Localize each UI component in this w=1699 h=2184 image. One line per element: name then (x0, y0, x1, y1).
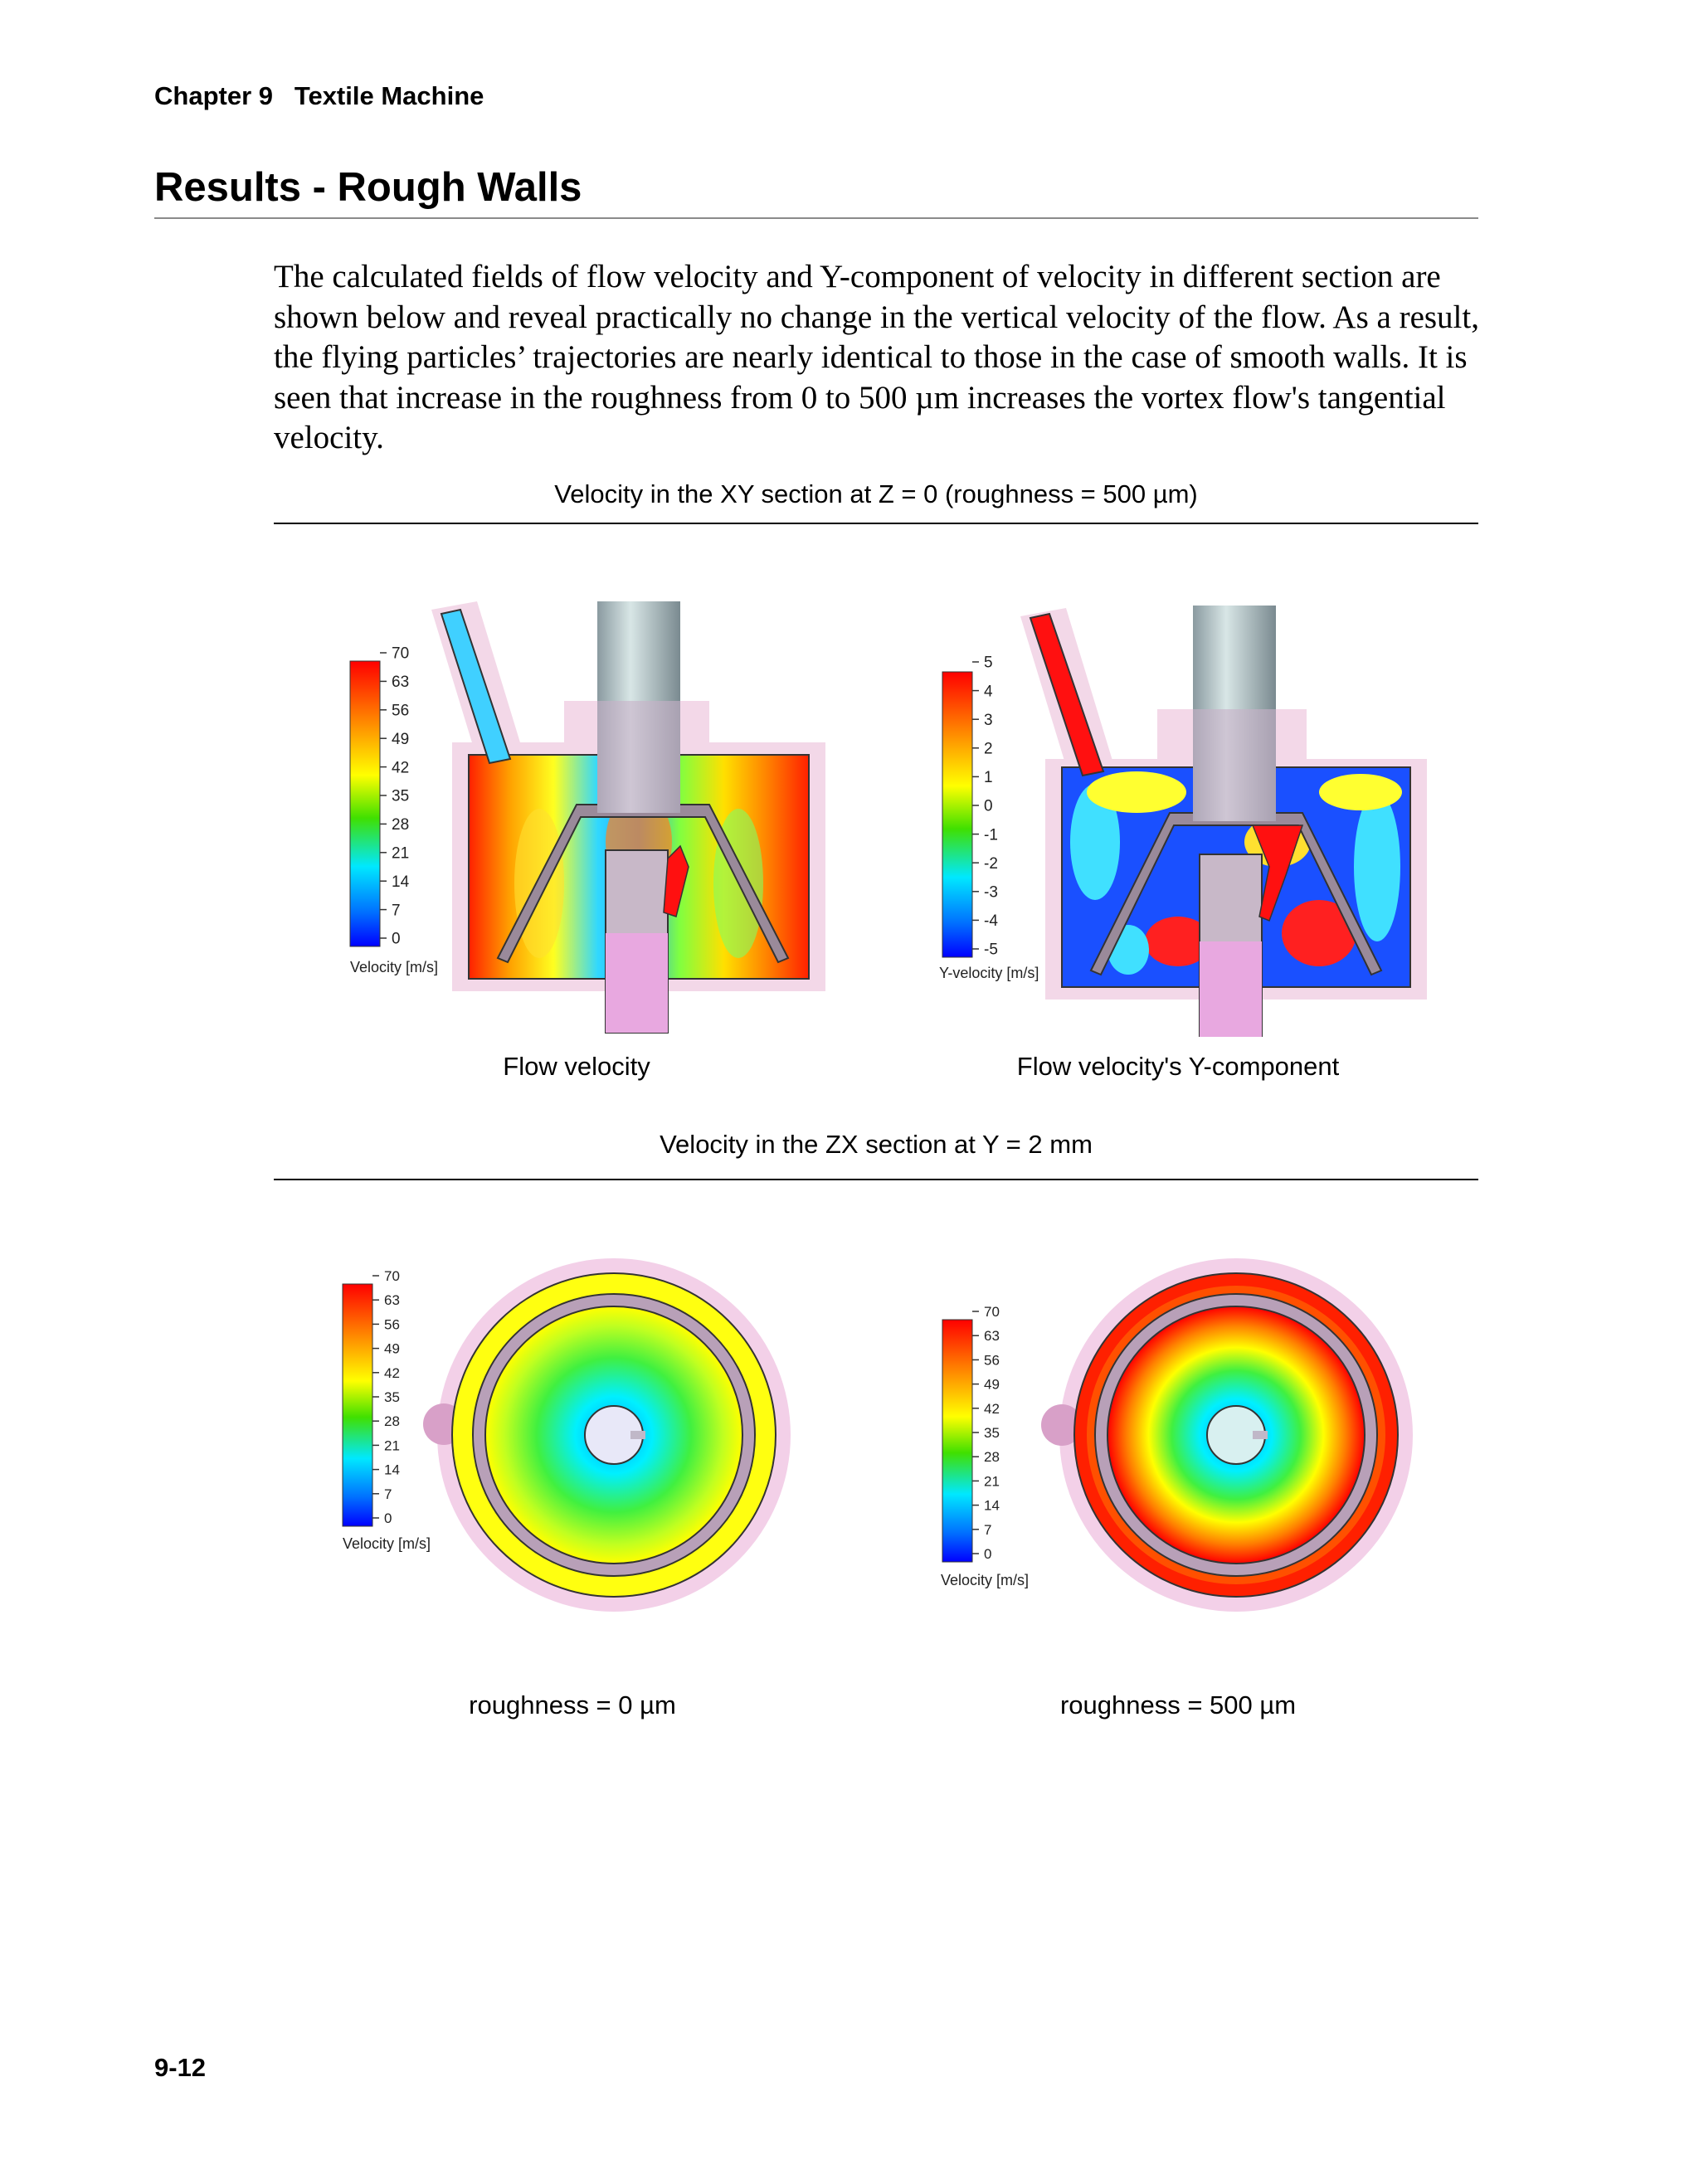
legend-tick-label: 4 (984, 683, 993, 701)
roughness-0-figure (336, 1244, 801, 1626)
flow-velocity-figure (340, 585, 838, 1037)
roughness-500-subcaption: roughness = 500 µm (1059, 1690, 1297, 1719)
chapter-header: Chapter 9 Textile Machine (154, 81, 484, 110)
roughness-0-subcaption: roughness = 0 µm (469, 1690, 676, 1719)
legend-tick-label: 21 (392, 844, 410, 863)
xy-caption-rule (274, 523, 1478, 524)
title-divider (154, 217, 1478, 219)
legend-tick-label: 14 (384, 1462, 400, 1478)
legend-tick-label: 3 (984, 711, 993, 729)
y-component-legend-ticks (972, 654, 998, 959)
legend-tick-label: 28 (384, 1413, 400, 1430)
legend-tick-label: 1 (984, 769, 993, 787)
legend-tick-label: 7 (392, 902, 401, 920)
legend-tick-label: 70 (984, 1303, 1000, 1320)
legend-tick-label: -1 (984, 826, 998, 844)
zx-section-caption: Velocity in the ZX section at Y = 2 mm (660, 1130, 1093, 1159)
xy-section-caption: Velocity in the XY section at Z = 0 (roughness = 500 µm) (554, 479, 1198, 508)
legend-tick-label: 14 (392, 873, 410, 891)
legend-tick-label: 56 (392, 702, 410, 720)
legend-tick-label: 7 (984, 1521, 992, 1538)
flow-velocity-legend-title: Velocity [m/s] (350, 959, 439, 975)
legend-tick-label: 14 (984, 1497, 1000, 1514)
section-title: Results - Rough Walls (154, 165, 582, 210)
flow-velocity-subcaption: Flow velocity (503, 1052, 650, 1081)
zx-caption-rule (274, 1179, 1478, 1180)
legend-tick-label: 0 (984, 797, 993, 815)
legend-tick-label: -3 (984, 883, 998, 902)
legend-tick-label: -2 (984, 854, 998, 873)
legend-tick-label: 28 (392, 816, 410, 834)
legend-tick-label: 56 (984, 1352, 1000, 1369)
legend-tick-label: 5 (984, 654, 993, 672)
y-component-figure (929, 593, 1443, 1037)
legend-tick-label: 21 (384, 1437, 400, 1454)
legend-tick-label: 21 (984, 1473, 1000, 1490)
roughness-0-legend-ticks (372, 1268, 400, 1526)
legend-tick-label: 42 (984, 1400, 1000, 1417)
legend-tick-label: 28 (984, 1449, 1000, 1466)
legend-tick-label: 35 (392, 787, 410, 805)
legend-tick-label: -4 (984, 912, 998, 931)
legend-tick-label: 49 (384, 1340, 400, 1357)
roughness-500-legend-ticks (972, 1304, 1000, 1562)
legend-tick-label: 63 (392, 674, 410, 692)
legend-tick-label: 35 (384, 1389, 400, 1405)
legend-tick-label: 35 (984, 1424, 1000, 1441)
legend-tick-label: 0 (384, 1510, 392, 1526)
legend-tick-label: 63 (984, 1328, 1000, 1345)
roughness-500-figure (937, 1248, 1427, 1642)
y-component-subcaption: Flow velocity's Y-component (1016, 1052, 1340, 1081)
legend-tick-label: 56 (384, 1316, 400, 1333)
legend-tick-label: 42 (392, 759, 410, 777)
roughness-0-legend-title: Velocity [m/s] (343, 1535, 431, 1552)
legend-tick-label: 49 (392, 730, 410, 748)
legend-tick-label: 70 (384, 1267, 400, 1284)
legend-tick-label: 0 (984, 1545, 992, 1562)
y-component-legend-title: Y-velocity [m/s] (939, 965, 1039, 981)
legend-tick-label: 49 (984, 1376, 1000, 1393)
legend-tick-label: 2 (984, 740, 993, 758)
roughness-500-legend-title: Velocity [m/s] (941, 1572, 1030, 1588)
legend-tick-label: -5 (984, 941, 998, 959)
legend-tick-label: 42 (384, 1364, 400, 1381)
legend-tick-label: 0 (392, 930, 401, 948)
legend-tick-label: 70 (392, 644, 410, 663)
legend-tick-label: 63 (384, 1292, 400, 1309)
page-number: 9-12 (154, 2053, 207, 2082)
legend-tick-label: 7 (384, 1486, 392, 1502)
flow-velocity-legend-ticks (380, 645, 410, 948)
body-paragraph: The calculated fields of flow velocity and Y-component of velocity in different section are shown below and reveal practically no change in the vertical velocity of the flow. As a result, the flying particles’ trajectories are nearly identical to those in the case of smooth walls. It is seen that increase in the roughness from 0 to 500 µm increases the vortex flow's tangential velocity. (274, 259, 1479, 455)
